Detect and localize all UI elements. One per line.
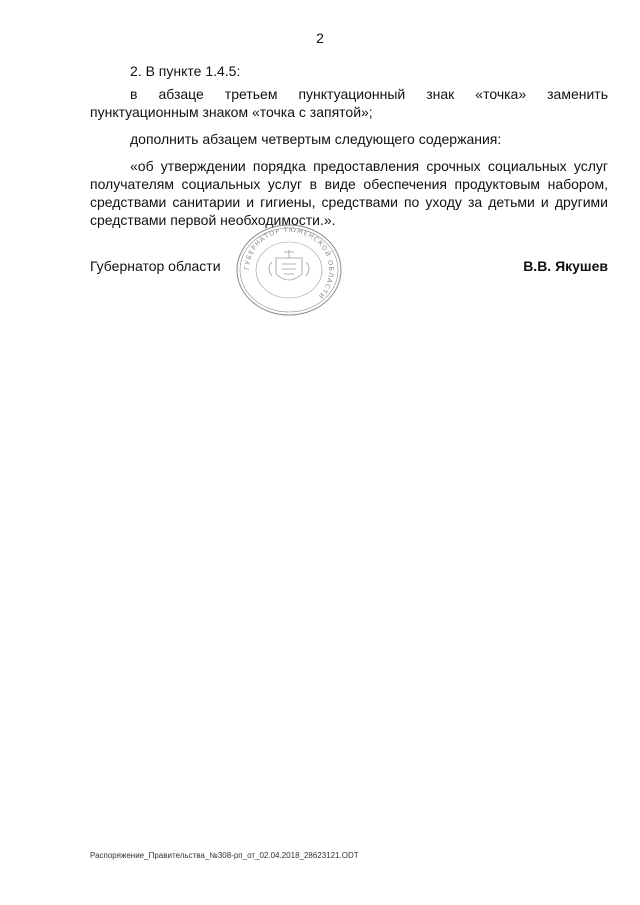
paragraph-amend-abzats-3: в абзаце третьем пунктуационный знак «точка» заменить пунктуационным знаком «точка с запятой»;: [90, 86, 608, 120]
page-number: 2: [316, 30, 324, 46]
signatory-title: Губернатор области: [90, 258, 221, 274]
signatory-name: В.В. Якушев: [523, 258, 608, 274]
paragraph-item-1: 2. В пункте 1.4.5:: [130, 63, 241, 79]
document-footer-filename: Распоряжение_Правительства_№308-рп_от_02.04.2018_28623121.ODT: [90, 851, 359, 860]
paragraph-add-abzats-4: дополнить абзацем четвертым следующего содержания:: [130, 131, 502, 147]
signature-row: [90, 258, 608, 280]
seal-text: ГУБЕРНАТОР ТЮМЕНСКОЙ ОБЛАСТИ: [242, 225, 336, 301]
paragraph-quoted-text: «об утверждении порядка предоставления срочных социальных услуг получателям социальных услуг в виде обеспечения продуктовым набором, средствами санитарии и гигиены, средствами по уходу за детьми и другими средствами первой необходимости.».: [90, 158, 608, 228]
document-body: [90, 62, 608, 234]
